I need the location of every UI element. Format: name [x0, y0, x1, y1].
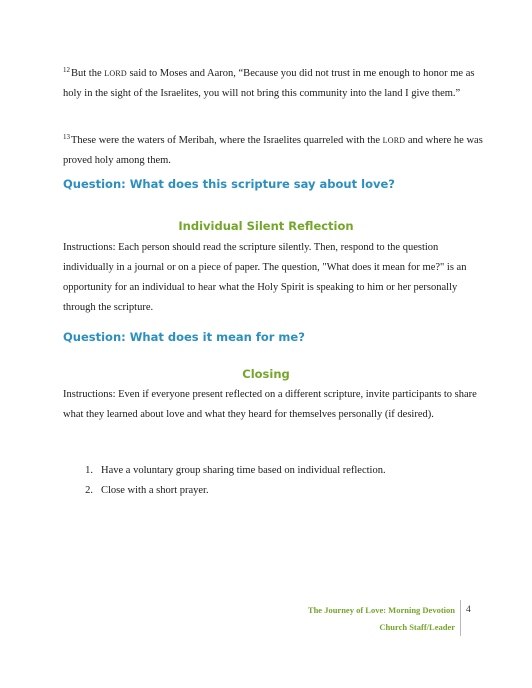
- verse-number: 12: [63, 66, 70, 74]
- list-item-text: Have a voluntary group sharing time based on individual reflection.: [101, 465, 386, 476]
- verse-text: and where he was proved holy among them.: [63, 135, 483, 166]
- verse-text: said to Moses and Aaron, “Because you did not trust in me enough to honor me as holy in the sight of the Israelites, you will not bring this community into the land I give them.”: [63, 68, 475, 99]
- verse-number: 13: [63, 133, 70, 141]
- closing-steps-list: [63, 461, 386, 501]
- lord-small-caps: LORD: [104, 69, 127, 78]
- verse-13: [63, 127, 483, 171]
- list-item-number: 1.: [85, 465, 93, 476]
- list-item: [63, 481, 386, 501]
- page-number: 4: [466, 605, 471, 615]
- closing-heading: Closing: [242, 367, 290, 381]
- question-meaning: Question: What does it mean for me?: [63, 330, 305, 344]
- footer-title: The Journey of Love: Morning Devotion: [307, 605, 455, 615]
- footer-divider: [460, 600, 461, 636]
- list-item: [63, 461, 386, 481]
- lord-small-caps: LORD: [382, 136, 406, 145]
- page-footer: [308, 602, 455, 636]
- verse-text: These were the waters of Meribah, where the Israelites quarreled with the: [71, 135, 383, 146]
- closing-instructions: Instructions: Even if everyone present reflected on a different scripture, invite participants to share what they learned about love and what they heard for themselves personally (if desired).: [63, 389, 477, 420]
- verse-text: But the: [71, 68, 105, 79]
- footer-audience: Church Staff/Leader: [379, 622, 455, 632]
- verse-12: [63, 60, 483, 104]
- reflection-instructions: Instructions: Each person should read the scripture silently. Then, respond to the question individually in a journal or on a piece of paper. The question, "What does it mean for me?" is an opportunity for an individual to hear what the Holy Spirit is speaking to him or her personally through the scripture.: [63, 242, 467, 313]
- question-love: Question: What does this scripture say about love?: [63, 177, 395, 191]
- list-item-text: Close with a short prayer.: [101, 485, 209, 496]
- reflection-heading: Individual Silent Reflection: [178, 219, 354, 233]
- list-item-number: 2.: [85, 485, 93, 496]
